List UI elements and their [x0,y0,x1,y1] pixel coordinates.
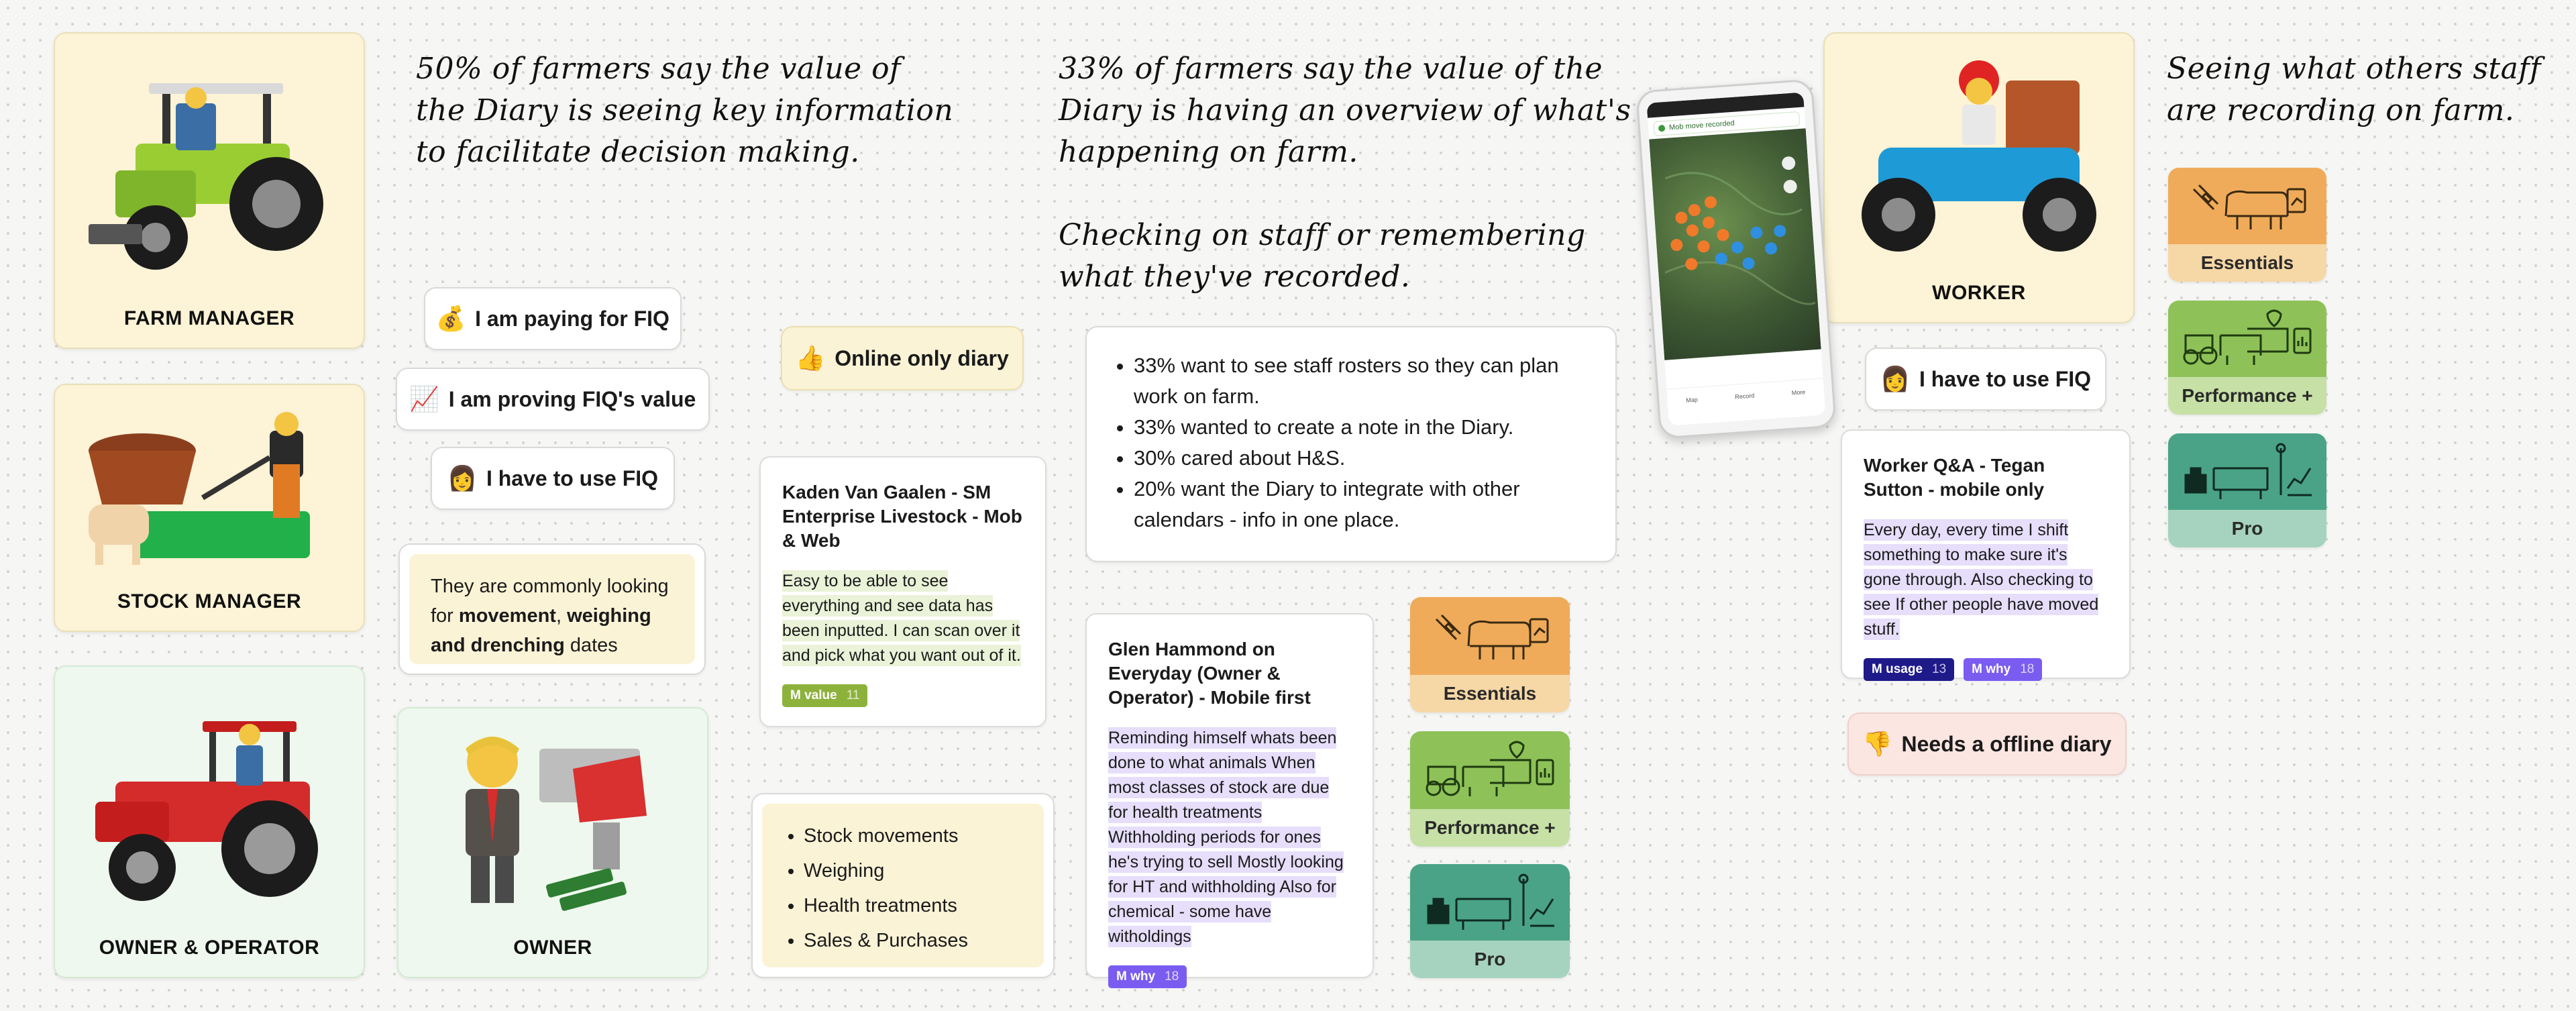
tier-label: Pro [1410,941,1570,978]
tier-label: Essentials [2168,244,2326,282]
quote-title: Worker Q&A - Tegan Sutton - mobile only [1864,455,2045,500]
essentials-art [2168,168,2326,244]
quote-title: Glen Hammond on Everyday (Owner & Operator) - Mobile first [1108,639,1311,708]
pro-art [1410,864,1570,941]
person-icon: 👩 [1880,365,1911,392]
owner-illustration [398,708,707,937]
layers-icon[interactable] [1783,179,1797,193]
tag-count: 13 [1932,662,1947,676]
note-body [409,554,695,664]
tier-tile-performance-right[interactable] [2168,301,2326,415]
tier-label: Performance + [2168,377,2326,415]
list-item: • Sales & Purchases [804,923,1036,958]
tag-row [1864,658,2108,681]
tag-m-why[interactable] [1964,658,2042,681]
quote-body [782,569,1024,668]
calf-feeding-icon [68,404,350,572]
heading-line: Seeing what others staff [2167,52,2541,86]
chip-label: Online only diary [835,345,1009,370]
nav-item-record[interactable]: Record [1734,392,1755,401]
quote-title: Kaden Van Gaalen - SM Enterprise Livestock - Mob & Web [782,482,1022,551]
heading-overview [1059,48,1662,173]
quote-card-tegan[interactable] [1841,429,2131,679]
worker-illustration [1825,34,2133,282]
quote-card-glen[interactable] [1085,613,1374,983]
heading-line: are recording on farm. [2167,93,2515,127]
persona-label: OWNER & OPERATOR [99,937,320,959]
note-owner-interests[interactable] [751,793,1055,978]
list-item: • 20% want the Diary to integrate with other calendars - info in one place. [1134,474,1602,535]
phone-bottom-nav [1666,378,1825,413]
tag-row [1108,965,1351,988]
cow-syringe-icon [1430,606,1550,666]
nav-item-more[interactable]: More [1791,388,1806,396]
list-item: • 33% want to see staff rosters so they can plan work on farm. [1134,350,1602,412]
chip-online-only-diary[interactable] [781,326,1024,390]
persona-label: STOCK MANAGER [117,590,302,613]
note-text: dates [564,635,618,656]
heading-line: Diary is having an overview of what's [1059,93,1631,127]
quote-body [1864,518,2108,642]
quote-text: Easy to be able to see everything and see data has been inputted. I can scan over it and pick what you want out of it. [782,572,1021,665]
phone-mockup[interactable] [1635,78,1837,439]
person-icon: 👩 [447,464,478,492]
tractor-cows-icon [2180,309,2314,369]
heading-line: Checking on staff or remembering [1059,218,1586,252]
satellite-map[interactable] [1649,128,1821,360]
tag-count: 11 [846,688,860,702]
tier-label: Essentials [1410,675,1570,712]
heading-line: happening on farm. [1059,135,1358,169]
phone-screen [1646,92,1825,425]
nav-item-map[interactable]: Map [1685,396,1699,404]
quote-card-kaden[interactable] [759,456,1046,727]
persona-card-worker[interactable] [1823,32,2135,323]
note-body [762,804,1044,967]
cows-chart-icon [2180,441,2314,502]
tier-tile-pro[interactable] [1410,864,1570,978]
tier-tile-essentials-right[interactable] [2168,168,2326,282]
tag-m-why[interactable] [1108,965,1187,988]
chip-needs-offline-diary[interactable] [1847,712,2127,776]
list-item: • 30% cared about H&S. [1134,443,1602,474]
tag-label: M usage [1872,662,1923,676]
quote-text: Every day, every time I shift something to make sure it's gone through. Also checking to see If other people have moved stuff. [1864,521,2099,639]
heading-line: 50% of farmers say the value of [416,52,901,86]
chip-paying-for-fiq[interactable] [424,287,682,350]
tag-label: M value [790,688,837,702]
owner-interest-list [770,818,1036,958]
tier-tile-pro-right[interactable] [2168,433,2326,547]
tag-label: M why [1116,969,1156,983]
check-icon [1658,125,1666,132]
heading-line: what they've recorded. [1059,260,1411,294]
money-bag-icon: 💰 [435,305,466,332]
chip-label: I am proving FIQ's value [448,386,696,411]
chip-proving-value[interactable] [396,368,710,431]
tag-label: M why [1972,662,2011,676]
chip-label: I have to use FIQ [1919,366,2092,391]
persona-label: OWNER [513,937,592,959]
tier-label: Pro [2168,510,2326,547]
performance-art [2168,301,2326,377]
quad-bike-icon [1845,54,2113,262]
tag-m-value[interactable] [782,684,867,707]
note-bold-text: movement [458,605,556,627]
tag-count: 18 [1165,969,1179,983]
cow-syringe-icon [2187,176,2308,236]
tag-m-usage[interactable] [1864,658,1954,681]
tag-row [782,684,1024,707]
tractor-icon [75,56,343,284]
thumbs-down-icon: 👎 [1862,730,1892,757]
chip-label: I am paying for FIQ [475,306,669,331]
locate-icon[interactable] [1782,156,1796,170]
persona-card-stock-manager[interactable] [54,384,365,632]
tag-count: 18 [2020,662,2035,676]
heading-checking-staff [1059,215,1662,298]
chip-have-to-use-fiq[interactable] [431,447,675,510]
survey-stats-list [1100,350,1602,535]
note-text: They are commonly looking for [431,576,669,627]
quote-text: Reminding himself whats been done to what animals When most classes of stock are due for health treatments Withholding periods for ones he's trying to sell Mostly looking for HT and withholding Also for chemical - some have witholdings [1108,729,1344,946]
heading-decision-making [416,48,993,173]
note-bold-text: weighing and drenching [431,605,651,656]
note-survey-stats[interactable] [1085,326,1617,562]
essentials-art [1410,597,1570,675]
chart-up-icon: 📈 [409,385,440,413]
tier-tile-performance[interactable] [1410,731,1570,847]
performance-art [1410,731,1570,809]
tier-label: Performance + [1410,809,1570,847]
cows-chart-icon [1423,872,1557,933]
list-item: • Weighing [804,853,1036,888]
tractor-illustration [55,34,364,307]
persona-card-farm-manager[interactable] [54,32,365,349]
map-markers [1649,128,1825,360]
red-tractor-icon [75,688,343,916]
chip-label: Needs a offline diary [1901,731,2112,756]
list-item: • Stock movements [804,818,1036,853]
toast-text: Mob move recorded [1668,119,1735,132]
list-item: • Health treatments [804,888,1036,923]
quote-body [1108,726,1351,949]
heading-line: to facilitate decision making. [416,135,860,169]
thumbs-up-icon: 👍 [795,344,826,372]
tier-tile-essentials[interactable] [1410,597,1570,712]
red-tractor-illustration [55,667,364,937]
note-text: , [555,605,568,627]
note-stock-manager[interactable] [398,543,706,675]
list-item: • 33% wanted to create a note in the Diary. [1134,412,1602,443]
pro-art [2168,433,2326,510]
persona-card-owner[interactable] [397,707,708,978]
heading-line: the Diary is seeing key information [416,93,954,127]
businessman-icon [439,729,667,916]
tractor-cows-icon [1423,740,1557,800]
chip-label: I have to use FIQ [486,466,659,490]
persona-card-owner-operator[interactable] [54,666,365,978]
stock-illustration [55,385,364,590]
persona-label: FARM MANAGER [123,307,295,329]
heading-line: 33% of farmers say the value of the [1059,52,1603,86]
chip-worker-have-to-use-fiq[interactable] [1865,348,2106,411]
persona-label: WORKER [1932,282,2026,304]
heading-others-staff [2167,48,2569,131]
